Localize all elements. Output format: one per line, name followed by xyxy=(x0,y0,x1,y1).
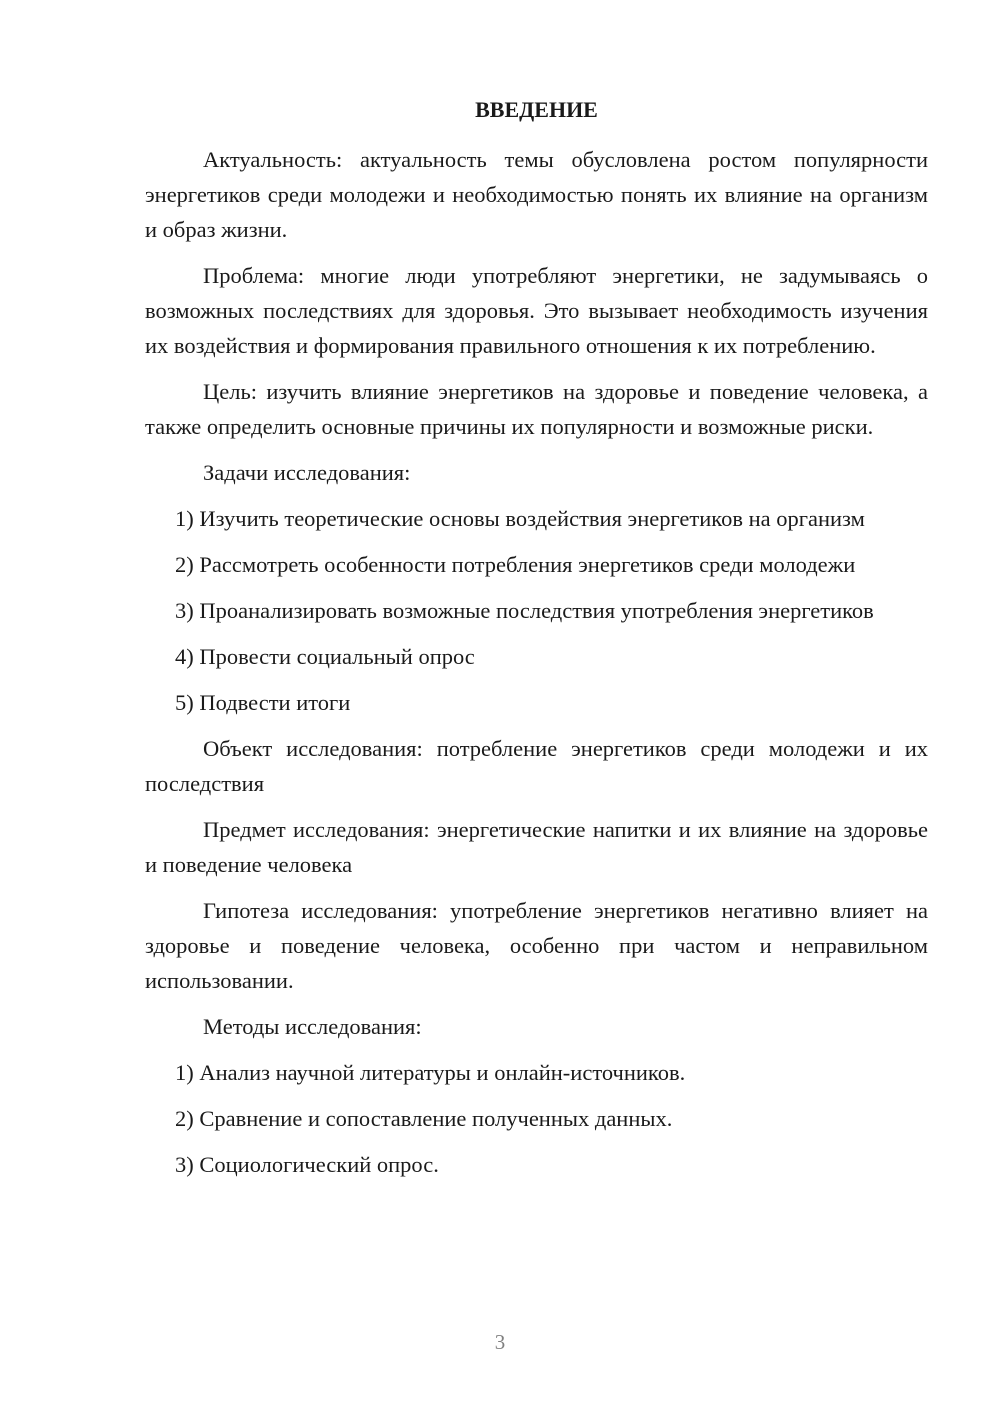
methods-heading: Методы исследования: xyxy=(203,1014,422,1039)
method-item-1: 1) Анализ научной литературы и онлайн-источников. xyxy=(175,1060,686,1085)
paragraph-goal: Цель: изучить влияние энергетиков на здоровье и поведение человека, а также определить основные причины их популярности и возможные риски. xyxy=(145,379,928,439)
paragraph-subject: Предмет исследования: энергетические напитки и их влияние на здоровье и поведение человека xyxy=(145,817,928,877)
method-item-2: 2) Сравнение и сопоставление полученных данных. xyxy=(175,1106,673,1131)
task-item-2: 2) Рассмотреть особенности потребления энергетиков среди молодежи xyxy=(175,552,856,577)
paragraph-hypothesis: Гипотеза исследования: употребление энергетиков негативно влияет на здоровье и поведение человека, особенно при частом и неправильном использовании. xyxy=(145,898,928,993)
document-page xyxy=(145,92,928,1193)
paragraph-object: Объект исследования: потребление энергетиков среди молодежи и их последствия xyxy=(145,736,928,796)
paragraph-problem: Проблема: многие люди употребляют энергетики, не задумываясь о возможных последствиях для здоровья. Это вызывает необходимость изучения их воздействия и формирования правильного отношения к их потреблению. xyxy=(145,263,928,358)
method-item-3: 3) Социологический опрос. xyxy=(175,1152,439,1177)
page-number: 3 xyxy=(494,1330,506,1354)
task-item-3: 3) Проанализировать возможные последствия употребления энергетиков xyxy=(175,598,874,623)
task-item-4: 4) Провести социальный опрос xyxy=(175,644,475,669)
task-item-5: 5) Подвести итоги xyxy=(175,690,351,715)
section-title: ВВЕДЕНИЕ xyxy=(475,97,598,122)
tasks-heading: Задачи исследования: xyxy=(203,460,411,485)
paragraph-relevance: Актуальность: актуальность темы обусловлена ростом популярности энергетиков среди молодежи и необходимостью понять их влияние на организм и образ жизни. xyxy=(145,147,928,242)
task-item-1: 1) Изучить теоретические основы воздействия энергетиков на организм xyxy=(175,506,865,531)
